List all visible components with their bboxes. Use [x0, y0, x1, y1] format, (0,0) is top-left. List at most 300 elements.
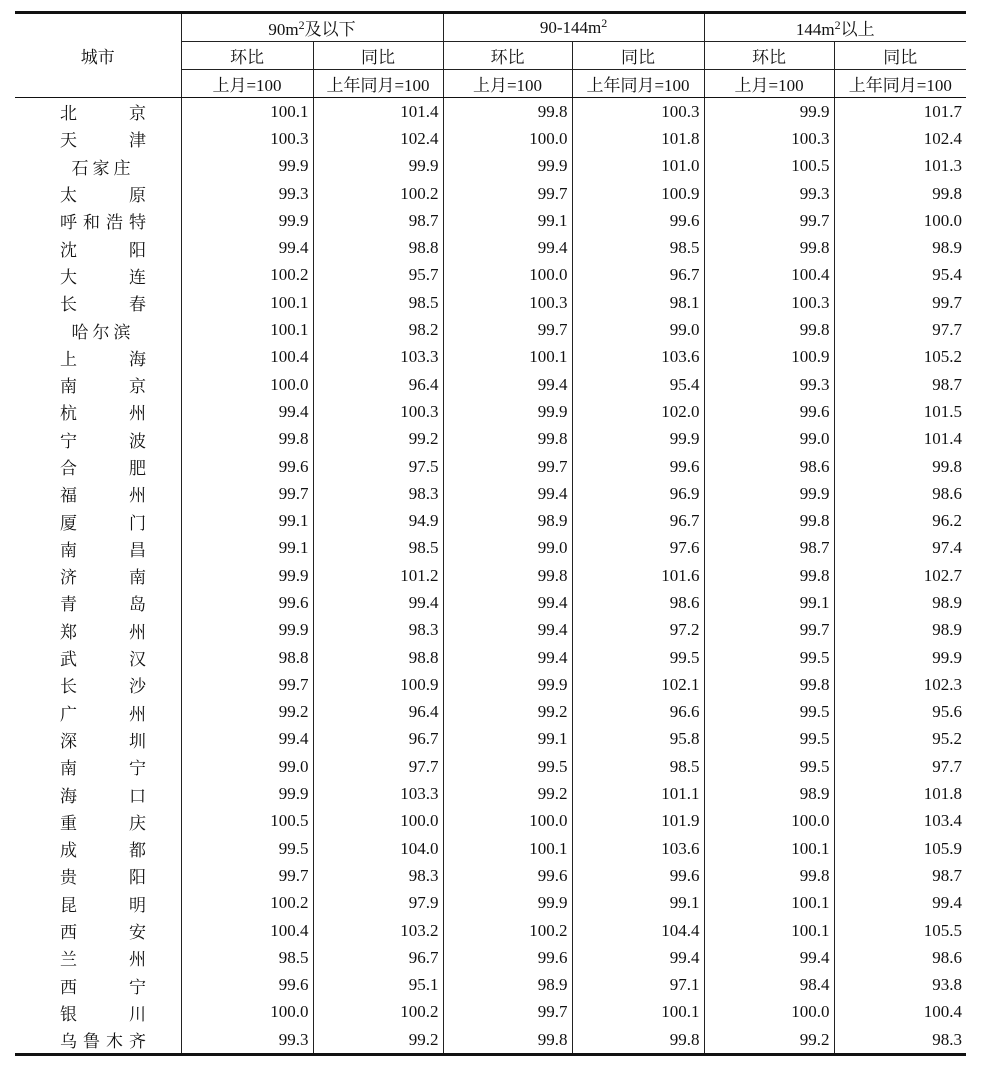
value-cell: 102.1 [572, 671, 704, 698]
value-cell: 99.0 [572, 316, 704, 343]
value-cell: 99.4 [443, 371, 572, 398]
table-body [15, 98, 966, 1055]
value-cell: 102.3 [923, 674, 963, 694]
value-cell: 95.4 [932, 265, 963, 285]
value-cell: 99.9 [313, 153, 443, 180]
value-cell: 96.4 [313, 699, 443, 726]
value-cell: 99.8 [443, 562, 572, 589]
group-header-small-sup: 2 [298, 18, 305, 32]
value-cell: 96.7 [313, 944, 443, 971]
group-header-large-text: 144m [795, 20, 835, 39]
value-cell: 99.9 [181, 617, 313, 644]
city-name: 青岛 [60, 595, 146, 616]
group-header-small-suffix: 及以下 [304, 20, 356, 40]
value-cell: 100.5 [704, 153, 834, 180]
base-header: 上月=100 [704, 70, 834, 98]
table-row [15, 535, 966, 562]
value-cell: 98.6 [572, 589, 704, 616]
table-row [15, 562, 966, 589]
value-cell: 99.6 [443, 944, 572, 971]
value-cell: 99.1 [443, 207, 572, 234]
value-cell: 99.7 [932, 292, 963, 312]
value-cell: 96.7 [572, 262, 704, 289]
value-cell: 99.7 [704, 617, 834, 644]
value-cell: 104.4 [572, 917, 704, 944]
value-cell: 103.3 [313, 780, 443, 807]
value-cell: 99.5 [181, 835, 313, 862]
value-cell: 99.8 [704, 234, 834, 261]
value-cell: 99.4 [443, 234, 572, 261]
value-cell: 96.7 [313, 726, 443, 753]
value-cell: 99.1 [443, 726, 572, 753]
base-header: 上年同月=100 [313, 70, 443, 98]
city-cell [15, 234, 181, 261]
city-cell [15, 480, 181, 507]
table-row [15, 1026, 966, 1055]
group-header-medium-sup: 2 [601, 15, 608, 30]
value-cell: 100.5 [181, 808, 313, 835]
value-cell: 98.3 [313, 862, 443, 889]
value-cell: 100.1 [704, 890, 834, 917]
table-row [15, 262, 966, 289]
value-cell: 98.8 [181, 644, 313, 671]
table-row [15, 835, 966, 862]
value-cell: 100.0 [443, 262, 572, 289]
table-row [15, 98, 966, 126]
value-cell: 98.6 [704, 453, 834, 480]
value-cell: 99.7 [443, 453, 572, 480]
value-cell: 96.6 [572, 699, 704, 726]
value-cell: 99.8 [932, 456, 963, 476]
city-name: 太原 [60, 186, 146, 207]
city-cell [15, 562, 181, 589]
value-cell: 99.6 [181, 972, 313, 999]
header-row-groups [15, 13, 966, 42]
table-row [15, 808, 966, 835]
value-cell: 98.9 [932, 620, 963, 640]
city-cell [15, 371, 181, 398]
value-cell: 99.9 [443, 671, 572, 698]
value-cell: 100.1 [572, 999, 704, 1026]
value-cell: 99.5 [704, 753, 834, 780]
city-name: 昆明 [60, 895, 146, 916]
value-cell: 103.6 [572, 835, 704, 862]
value-cell: 99.3 [704, 371, 834, 398]
city-name: 郑州 [60, 622, 146, 643]
value-cell: 99.8 [443, 426, 572, 453]
value-cell: 99.8 [704, 507, 834, 534]
value-cell: 98.3 [313, 617, 443, 644]
value-cell: 98.7 [932, 374, 963, 394]
value-cell: 99.6 [181, 589, 313, 616]
value-cell: 97.7 [313, 753, 443, 780]
value-cell: 105.9 [923, 838, 963, 858]
value-cell: 100.0 [704, 808, 834, 835]
base-header: 上月=100 [443, 70, 572, 98]
city-cell [15, 808, 181, 835]
table-row [15, 617, 966, 644]
city-cell [15, 753, 181, 780]
city-cell [15, 890, 181, 917]
city-name: 南宁 [60, 759, 146, 780]
value-cell: 99.2 [443, 699, 572, 726]
value-cell: 98.6 [932, 483, 963, 503]
city-cell [15, 207, 181, 234]
value-cell: 99.2 [313, 426, 443, 453]
value-cell: 99.9 [932, 647, 963, 667]
city-cell [15, 153, 181, 180]
group-header-medium [443, 13, 704, 42]
value-cell: 100.0 [313, 808, 443, 835]
city-cell [15, 125, 181, 152]
city-column-header: 城市 [15, 13, 181, 98]
value-cell: 100.9 [704, 344, 834, 371]
table-row [15, 671, 966, 698]
city-cell [15, 917, 181, 944]
value-cell: 99.8 [704, 862, 834, 889]
value-cell: 100.1 [704, 917, 834, 944]
value-cell: 99.1 [181, 535, 313, 562]
value-cell: 98.5 [181, 944, 313, 971]
value-cell: 98.9 [443, 972, 572, 999]
value-cell: 102.0 [572, 398, 704, 425]
value-cell: 97.5 [313, 453, 443, 480]
city-cell [15, 999, 181, 1026]
value-cell: 101.5 [923, 401, 963, 421]
value-cell: 99.7 [443, 180, 572, 207]
table-row [15, 480, 966, 507]
value-cell: 100.9 [572, 180, 704, 207]
value-cell: 99.4 [932, 893, 963, 913]
value-cell: 100.4 [923, 1002, 963, 1022]
value-cell: 99.0 [443, 535, 572, 562]
value-cell: 100.3 [572, 98, 704, 126]
city-cell [15, 644, 181, 671]
value-cell: 97.7 [932, 320, 963, 340]
value-cell: 99.6 [181, 453, 313, 480]
city-cell [15, 98, 181, 126]
table-row [15, 972, 966, 999]
value-cell: 99.7 [181, 480, 313, 507]
table-row [15, 589, 966, 616]
group-header-large-sup: 2 [834, 18, 841, 32]
table-row [15, 289, 966, 316]
value-cell: 98.1 [572, 289, 704, 316]
value-cell: 101.0 [572, 153, 704, 180]
table-row [15, 153, 966, 180]
value-cell: 99.5 [704, 644, 834, 671]
value-cell: 102.4 [313, 125, 443, 152]
value-cell: 100.2 [313, 180, 443, 207]
value-cell: 100.4 [181, 344, 313, 371]
city-cell [15, 1026, 181, 1055]
city-cell [15, 589, 181, 616]
value-cell: 99.9 [704, 98, 834, 126]
value-cell: 100.3 [313, 398, 443, 425]
city-name: 济南 [60, 568, 146, 589]
value-cell: 100.1 [181, 316, 313, 343]
table-row [15, 344, 966, 371]
city-name: 石家庄 [71, 158, 135, 179]
value-cell: 100.0 [443, 125, 572, 152]
value-cell: 100.1 [443, 835, 572, 862]
city-cell [15, 535, 181, 562]
value-cell: 98.6 [932, 947, 963, 967]
value-cell: 99.7 [443, 999, 572, 1026]
value-cell: 99.8 [443, 98, 572, 126]
value-cell: 99.3 [181, 1026, 313, 1055]
city-cell [15, 617, 181, 644]
value-cell: 99.9 [443, 890, 572, 917]
value-cell: 98.5 [313, 289, 443, 316]
city-name: 贵阳 [60, 868, 146, 889]
value-cell: 100.2 [313, 999, 443, 1026]
value-cell: 99.4 [443, 589, 572, 616]
city-name: 合肥 [60, 459, 146, 479]
value-cell: 100.4 [181, 917, 313, 944]
value-cell: 99.4 [181, 726, 313, 753]
value-cell: 100.9 [313, 671, 443, 698]
city-cell [15, 835, 181, 862]
city-name: 北京 [60, 104, 146, 125]
value-cell: 98.3 [313, 480, 443, 507]
table-row [15, 371, 966, 398]
value-cell: 99.5 [572, 644, 704, 671]
city-name: 银川 [60, 1004, 146, 1025]
value-cell: 99.8 [704, 562, 834, 589]
value-cell: 99.8 [704, 316, 834, 343]
city-name: 南昌 [60, 540, 146, 561]
group-header-medium-text: 90-144m [539, 17, 602, 37]
city-name: 长春 [60, 295, 146, 316]
value-cell: 95.8 [572, 726, 704, 753]
value-cell: 99.0 [704, 426, 834, 453]
value-cell: 98.5 [572, 234, 704, 261]
value-cell: 99.9 [572, 426, 704, 453]
value-cell: 99.1 [704, 589, 834, 616]
table-row [15, 780, 966, 807]
city-name: 兰州 [60, 950, 146, 971]
value-cell: 98.5 [313, 535, 443, 562]
value-cell: 99.7 [704, 207, 834, 234]
value-cell: 99.4 [704, 944, 834, 971]
value-cell: 100.3 [704, 289, 834, 316]
value-cell: 97.9 [313, 890, 443, 917]
value-cell: 97.7 [932, 756, 963, 776]
table-row [15, 999, 966, 1026]
city-name: 海口 [60, 786, 146, 807]
value-cell: 101.4 [923, 429, 963, 449]
subheader-yoy: 同比 [313, 42, 443, 70]
value-cell: 96.4 [313, 371, 443, 398]
value-cell: 99.9 [443, 153, 572, 180]
value-cell: 103.2 [313, 917, 443, 944]
value-cell: 96.2 [932, 511, 963, 531]
value-cell: 100.1 [443, 344, 572, 371]
city-name: 西宁 [60, 977, 146, 998]
value-cell: 102.7 [923, 565, 963, 585]
value-cell: 98.9 [704, 780, 834, 807]
value-cell: 99.9 [181, 153, 313, 180]
value-cell: 100.3 [704, 125, 834, 152]
value-cell: 99.8 [181, 426, 313, 453]
subheader-mom: 环比 [181, 42, 313, 70]
value-cell: 99.6 [572, 207, 704, 234]
city-cell [15, 507, 181, 534]
city-name: 长沙 [60, 677, 146, 698]
city-cell [15, 862, 181, 889]
value-cell: 98.3 [932, 1029, 963, 1049]
value-cell: 103.3 [313, 344, 443, 371]
value-cell: 97.4 [932, 538, 963, 558]
table-row [15, 862, 966, 889]
value-cell: 97.1 [572, 972, 704, 999]
table-row [15, 944, 966, 971]
value-cell: 103.4 [923, 811, 963, 831]
value-cell: 99.3 [704, 180, 834, 207]
city-cell [15, 944, 181, 971]
value-cell: 100.1 [181, 289, 313, 316]
table-row [15, 180, 966, 207]
base-header: 上月=100 [181, 70, 313, 98]
group-header-small-text: 90m [268, 20, 299, 39]
value-cell: 100.3 [443, 289, 572, 316]
value-cell: 99.9 [443, 398, 572, 425]
city-name: 厦门 [60, 513, 146, 534]
value-cell: 98.8 [313, 234, 443, 261]
value-cell: 100.0 [704, 999, 834, 1026]
value-cell: 99.6 [704, 398, 834, 425]
table-row [15, 726, 966, 753]
city-name: 深圳 [60, 731, 146, 752]
city-cell [15, 699, 181, 726]
value-cell: 98.9 [443, 507, 572, 534]
city-name: 天津 [60, 131, 146, 152]
value-cell: 101.1 [572, 780, 704, 807]
value-cell: 100.4 [704, 262, 834, 289]
value-cell: 99.4 [443, 644, 572, 671]
value-cell: 99.1 [181, 507, 313, 534]
table-row [15, 890, 966, 917]
value-cell: 95.7 [313, 262, 443, 289]
value-cell: 101.6 [572, 562, 704, 589]
value-cell: 99.4 [181, 398, 313, 425]
city-name: 重庆 [60, 813, 146, 834]
value-cell: 98.2 [313, 316, 443, 343]
value-cell: 99.8 [572, 1026, 704, 1055]
value-cell: 99.4 [443, 617, 572, 644]
value-cell: 99.2 [704, 1026, 834, 1055]
value-cell: 99.8 [932, 183, 963, 203]
value-cell: 95.2 [932, 729, 963, 749]
city-name: 哈尔滨 [71, 322, 135, 343]
table-row [15, 426, 966, 453]
value-cell: 104.0 [313, 835, 443, 862]
value-cell: 101.9 [572, 808, 704, 835]
value-cell: 99.5 [443, 753, 572, 780]
city-cell [15, 180, 181, 207]
table-row [15, 507, 966, 534]
value-cell: 99.7 [181, 671, 313, 698]
city-name: 广州 [60, 704, 146, 725]
value-cell: 105.2 [923, 347, 963, 367]
value-cell: 105.5 [923, 920, 963, 940]
value-cell: 98.7 [704, 535, 834, 562]
value-cell: 99.9 [181, 780, 313, 807]
group-header-large [704, 13, 966, 42]
group-header-large-suffix: 以上 [840, 20, 875, 40]
value-cell: 96.7 [572, 507, 704, 534]
value-cell: 100.0 [181, 999, 313, 1026]
base-header: 上年同月=100 [834, 70, 966, 98]
value-cell: 100.0 [443, 808, 572, 835]
city-name: 成都 [60, 841, 146, 862]
value-cell: 99.4 [313, 589, 443, 616]
value-cell: 98.5 [572, 753, 704, 780]
value-cell: 98.9 [932, 238, 963, 258]
city-cell [15, 262, 181, 289]
table-row [15, 699, 966, 726]
value-cell: 95.6 [932, 702, 963, 722]
value-cell: 99.0 [181, 753, 313, 780]
city-name: 上海 [60, 349, 146, 370]
city-cell [15, 289, 181, 316]
value-cell: 100.3 [181, 125, 313, 152]
city-name: 宁波 [60, 431, 146, 452]
city-name: 杭州 [60, 404, 146, 425]
value-cell: 97.2 [572, 617, 704, 644]
value-cell: 95.1 [313, 972, 443, 999]
value-cell: 101.2 [313, 562, 443, 589]
table-row [15, 316, 966, 343]
table-row [15, 753, 966, 780]
value-cell: 100.0 [923, 210, 963, 230]
value-cell: 93.8 [932, 975, 963, 995]
group-header-small [181, 13, 443, 42]
city-name: 乌鲁木齐 [60, 1032, 146, 1053]
city-cell [15, 453, 181, 480]
value-cell: 97.6 [572, 535, 704, 562]
value-cell: 99.7 [443, 316, 572, 343]
value-cell: 99.6 [443, 862, 572, 889]
value-cell: 98.7 [932, 865, 963, 885]
city-cell [15, 726, 181, 753]
table-row [15, 398, 966, 425]
value-cell: 98.8 [313, 644, 443, 671]
value-cell: 95.4 [572, 371, 704, 398]
value-cell: 96.9 [572, 480, 704, 507]
value-cell: 98.9 [932, 592, 963, 612]
value-cell: 99.9 [181, 207, 313, 234]
value-cell: 98.7 [313, 207, 443, 234]
value-cell: 101.3 [923, 156, 963, 176]
value-cell: 98.4 [704, 972, 834, 999]
value-cell: 101.8 [572, 125, 704, 152]
value-cell: 99.6 [572, 453, 704, 480]
value-cell: 99.4 [181, 234, 313, 261]
value-cell: 101.8 [923, 784, 963, 804]
city-cell [15, 426, 181, 453]
value-cell: 100.2 [443, 917, 572, 944]
value-cell: 99.2 [313, 1026, 443, 1055]
city-name: 大连 [60, 267, 146, 288]
city-cell [15, 671, 181, 698]
city-cell [15, 972, 181, 999]
value-cell: 99.4 [572, 944, 704, 971]
table-row [15, 125, 966, 152]
value-cell: 101.4 [313, 98, 443, 126]
subheader-mom: 环比 [704, 42, 834, 70]
